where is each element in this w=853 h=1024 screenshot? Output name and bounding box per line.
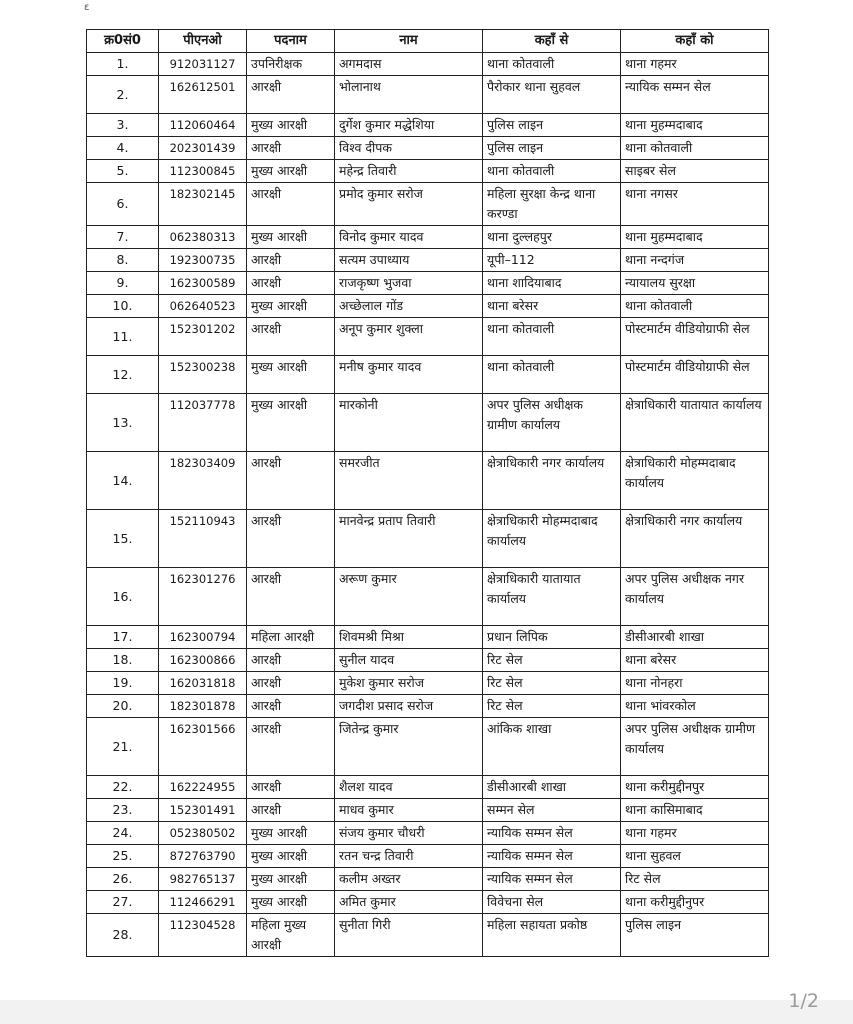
from-cell: न्यायिक सम्मन सेल (483, 845, 621, 868)
to-cell: साइबर सेल (621, 160, 769, 183)
pno-cell: 182302145 (159, 183, 247, 226)
serial-cell: 13. (87, 394, 159, 452)
table-row (87, 649, 769, 672)
table-row (87, 137, 769, 160)
corner-mark: ε (84, 2, 90, 13)
rank-cell: मुख्य आरक्षी (247, 356, 335, 394)
pno-cell: 152301202 (159, 318, 247, 356)
to-cell: थाना नोनहरा (621, 672, 769, 695)
from-cell: महिला सहायता प्रकोष्ठ (483, 914, 621, 957)
to-cell: पोस्टमार्टम वीडियोग्राफी सेल (621, 318, 769, 356)
pno-cell: 182303409 (159, 452, 247, 510)
serial-cell: 24. (87, 822, 159, 845)
serial-cell: 11. (87, 318, 159, 356)
name-cell: शैलश यादव (335, 776, 483, 799)
pno-cell: 052380502 (159, 822, 247, 845)
pno-cell: 192300735 (159, 249, 247, 272)
name-cell: मनीष कुमार यादव (335, 356, 483, 394)
name-cell: अच्छेलाल गोंड (335, 295, 483, 318)
name-cell: मानवेन्द्र प्रताप तिवारी (335, 510, 483, 568)
table-row (87, 868, 769, 891)
serial-cell: 27. (87, 891, 159, 914)
table-row (87, 845, 769, 868)
to-cell: अपर पुलिस अधीक्षक नगर कार्यालय (621, 568, 769, 626)
name-cell: माधव कुमार (335, 799, 483, 822)
pno-cell: 112300845 (159, 160, 247, 183)
serial-cell: 3. (87, 114, 159, 137)
name-cell: रतन चन्द्र तिवारी (335, 845, 483, 868)
pno-cell: 982765137 (159, 868, 247, 891)
to-cell: क्षेत्राधिकारी नगर कार्यालय (621, 510, 769, 568)
rank-cell: आरक्षी (247, 318, 335, 356)
pno-cell: 162612501 (159, 76, 247, 114)
to-cell: थाना मुहम्मदाबाद (621, 226, 769, 249)
rank-cell: मुख्य आरक्षी (247, 114, 335, 137)
from-cell: थाना कोतवाली (483, 160, 621, 183)
pno-cell: 062640523 (159, 295, 247, 318)
pno-cell: 152301491 (159, 799, 247, 822)
table-row (87, 452, 769, 510)
serial-cell: 4. (87, 137, 159, 160)
from-cell: पैरोकार थाना सुहवल (483, 76, 621, 114)
name-cell: राजकृष्ण भुजवा (335, 272, 483, 295)
table-row (87, 114, 769, 137)
table-row (87, 160, 769, 183)
name-cell: समरजीत (335, 452, 483, 510)
from-cell: थाना कोतवाली (483, 356, 621, 394)
table-row (87, 891, 769, 914)
from-cell: महिला सुरक्षा केन्द्र थाना करण्डा (483, 183, 621, 226)
from-cell: न्यायिक सम्मन सेल (483, 822, 621, 845)
col-header-to: कहाँ को (621, 30, 769, 53)
from-cell: प्रधान लिपिक (483, 626, 621, 649)
serial-cell: 18. (87, 649, 159, 672)
serial-cell: 8. (87, 249, 159, 272)
table-row (87, 718, 769, 776)
page-indicator: 1/2 (788, 990, 819, 1012)
name-cell: भोलानाथ (335, 76, 483, 114)
transfer-table (86, 29, 769, 957)
pno-cell: 182301878 (159, 695, 247, 718)
serial-cell: 5. (87, 160, 159, 183)
pno-cell: 112037778 (159, 394, 247, 452)
rank-cell: मुख्य आरक्षी (247, 891, 335, 914)
rank-cell: आरक्षी (247, 799, 335, 822)
to-cell: पुलिस लाइन (621, 914, 769, 957)
pno-cell: 162300866 (159, 649, 247, 672)
to-cell: थाना मुहम्मदाबाद (621, 114, 769, 137)
serial-cell: 12. (87, 356, 159, 394)
table-row (87, 510, 769, 568)
to-cell: थाना गहमर (621, 822, 769, 845)
serial-cell: 9. (87, 272, 159, 295)
rank-cell: आरक्षी (247, 649, 335, 672)
name-cell: दुर्गेश कुमार मद्धेशिया (335, 114, 483, 137)
rank-cell: मुख्य आरक्षी (247, 394, 335, 452)
table-row (87, 822, 769, 845)
from-cell: रिट सेल (483, 672, 621, 695)
name-cell: मुकेश कुमार सरोज (335, 672, 483, 695)
name-cell: महेन्द्र तिवारी (335, 160, 483, 183)
table-row (87, 53, 769, 76)
name-cell: सत्यम उपाध्याय (335, 249, 483, 272)
from-cell: थाना कोतवाली (483, 318, 621, 356)
rank-cell: आरक्षी (247, 272, 335, 295)
to-cell: पोस्टमार्टम वीडियोग्राफी सेल (621, 356, 769, 394)
from-cell: डीसीआरबी शाखा (483, 776, 621, 799)
from-cell: थाना बरेसर (483, 295, 621, 318)
from-cell: थाना शादियाबाद (483, 272, 621, 295)
serial-cell: 21. (87, 718, 159, 776)
to-cell: थाना नगसर (621, 183, 769, 226)
to-cell: न्यायालय सुरक्षा (621, 272, 769, 295)
rank-cell: आरक्षी (247, 672, 335, 695)
to-cell: अपर पुलिस अधीक्षक ग्रामीण कार्यालय (621, 718, 769, 776)
from-cell: थाना दुल्लहपुर (483, 226, 621, 249)
serial-cell: 26. (87, 868, 159, 891)
serial-cell: 28. (87, 914, 159, 957)
serial-cell: 7. (87, 226, 159, 249)
serial-cell: 22. (87, 776, 159, 799)
name-cell: शिवमश्री मिश्रा (335, 626, 483, 649)
rank-cell: आरक्षी (247, 776, 335, 799)
pno-cell: 152110943 (159, 510, 247, 568)
to-cell: क्षेत्राधिकारी मोहम्मदाबाद कार्यालय (621, 452, 769, 510)
table-row (87, 272, 769, 295)
table-row (87, 626, 769, 649)
pno-cell: 162224955 (159, 776, 247, 799)
col-header-from: कहाँ से (483, 30, 621, 53)
to-cell: थाना करीमुद्दीनुपर (621, 891, 769, 914)
serial-cell: 23. (87, 799, 159, 822)
table-row (87, 568, 769, 626)
name-cell: अरूण कुमार (335, 568, 483, 626)
col-header-pno: पीएनओ (159, 30, 247, 53)
pno-cell: 162301276 (159, 568, 247, 626)
header-row (87, 30, 769, 53)
rank-cell: आरक्षी (247, 76, 335, 114)
rank-cell: आरक्षी (247, 183, 335, 226)
to-cell: थाना करीमुद्दीनपुर (621, 776, 769, 799)
pno-cell: 872763790 (159, 845, 247, 868)
serial-cell: 15. (87, 510, 159, 568)
col-header-name: नाम (335, 30, 483, 53)
table-row (87, 356, 769, 394)
serial-cell: 17. (87, 626, 159, 649)
table-row (87, 914, 769, 957)
rank-cell: महिला आरक्षी (247, 626, 335, 649)
rank-cell: मुख्य आरक्षी (247, 822, 335, 845)
pno-cell: 202301439 (159, 137, 247, 160)
to-cell: न्यायिक सम्मन सेल (621, 76, 769, 114)
table-row (87, 799, 769, 822)
serial-cell: 14. (87, 452, 159, 510)
to-cell: थाना भांवरकोल (621, 695, 769, 718)
table-row (87, 76, 769, 114)
pno-cell: 112466291 (159, 891, 247, 914)
table-row (87, 672, 769, 695)
from-cell: क्षेत्राधिकारी मोहम्मदाबाद कार्यालय (483, 510, 621, 568)
rank-cell: मुख्य आरक्षी (247, 160, 335, 183)
from-cell: रिट सेल (483, 695, 621, 718)
table-row (87, 226, 769, 249)
table-row (87, 776, 769, 799)
pno-cell: 112060464 (159, 114, 247, 137)
col-header-serial: क्र0सं0 (87, 30, 159, 53)
table-row (87, 318, 769, 356)
rank-cell: मुख्य आरक्षी (247, 868, 335, 891)
rank-cell: मुख्य आरक्षी (247, 226, 335, 249)
pno-cell: 152300238 (159, 356, 247, 394)
pno-cell: 912031127 (159, 53, 247, 76)
to-cell: थाना कोतवाली (621, 137, 769, 160)
from-cell: क्षेत्राधिकारी यातायात कार्यालय (483, 568, 621, 626)
from-cell: अपर पुलिस अधीक्षक ग्रामीण कार्यालय (483, 394, 621, 452)
name-cell: जगदीश प्रसाद सरोज (335, 695, 483, 718)
from-cell: आंकिक शाखा (483, 718, 621, 776)
rank-cell: आरक्षी (247, 137, 335, 160)
serial-cell: 25. (87, 845, 159, 868)
from-cell: पुलिस लाइन (483, 114, 621, 137)
serial-cell: 16. (87, 568, 159, 626)
pno-cell: 162300794 (159, 626, 247, 649)
to-cell: डीसीआरबी शाखा (621, 626, 769, 649)
from-cell: यूपी–112 (483, 249, 621, 272)
from-cell: न्यायिक सम्मन सेल (483, 868, 621, 891)
rank-cell: आरक्षी (247, 452, 335, 510)
pno-cell: 162301566 (159, 718, 247, 776)
table-row (87, 295, 769, 318)
serial-cell: 6. (87, 183, 159, 226)
from-cell: थाना कोतवाली (483, 53, 621, 76)
serial-cell: 19. (87, 672, 159, 695)
from-cell: विवेचना सेल (483, 891, 621, 914)
from-cell: रिट सेल (483, 649, 621, 672)
from-cell: क्षेत्राधिकारी नगर कार्यालय (483, 452, 621, 510)
name-cell: प्रमोद कुमार सरोज (335, 183, 483, 226)
name-cell: जितेन्द्र कुमार (335, 718, 483, 776)
to-cell: रिट सेल (621, 868, 769, 891)
rank-cell: आरक्षी (247, 568, 335, 626)
to-cell: क्षेत्राधिकारी यातायात कार्यालय (621, 394, 769, 452)
serial-cell: 10. (87, 295, 159, 318)
name-cell: मारकोनी (335, 394, 483, 452)
rank-cell: आरक्षी (247, 510, 335, 568)
rank-cell: महिला मुख्य आरक्षी (247, 914, 335, 957)
name-cell: कलीम अख्तर (335, 868, 483, 891)
col-header-rank: पदनाम (247, 30, 335, 53)
pno-cell: 062380313 (159, 226, 247, 249)
serial-cell: 20. (87, 695, 159, 718)
name-cell: विनोद कुमार यादव (335, 226, 483, 249)
name-cell: विश्व दीपक (335, 137, 483, 160)
to-cell: थाना कोतवाली (621, 295, 769, 318)
table-row (87, 183, 769, 226)
name-cell: अगमदास (335, 53, 483, 76)
name-cell: सुनील यादव (335, 649, 483, 672)
rank-cell: आरक्षी (247, 695, 335, 718)
to-cell: थाना बरेसर (621, 649, 769, 672)
name-cell: सुनीता गिरी (335, 914, 483, 957)
name-cell: अनूप कुमार शुक्ला (335, 318, 483, 356)
name-cell: अमित कुमार (335, 891, 483, 914)
rank-cell: मुख्य आरक्षी (247, 845, 335, 868)
rank-cell: आरक्षी (247, 718, 335, 776)
serial-cell: 2. (87, 76, 159, 114)
to-cell: थाना नन्दगंज (621, 249, 769, 272)
pno-cell: 162031818 (159, 672, 247, 695)
to-cell: थाना गहमर (621, 53, 769, 76)
pno-cell: 162300589 (159, 272, 247, 295)
from-cell: पुलिस लाइन (483, 137, 621, 160)
to-cell: थाना सुहवल (621, 845, 769, 868)
rank-cell: उपनिरीक्षक (247, 53, 335, 76)
name-cell: संजय कुमार चौधरी (335, 822, 483, 845)
to-cell: थाना कासिमाबाद (621, 799, 769, 822)
rank-cell: आरक्षी (247, 249, 335, 272)
serial-cell: 1. (87, 53, 159, 76)
pno-cell: 112304528 (159, 914, 247, 957)
rank-cell: मुख्य आरक्षी (247, 295, 335, 318)
table-row (87, 249, 769, 272)
from-cell: सम्मन सेल (483, 799, 621, 822)
table-row (87, 394, 769, 452)
table-row (87, 695, 769, 718)
